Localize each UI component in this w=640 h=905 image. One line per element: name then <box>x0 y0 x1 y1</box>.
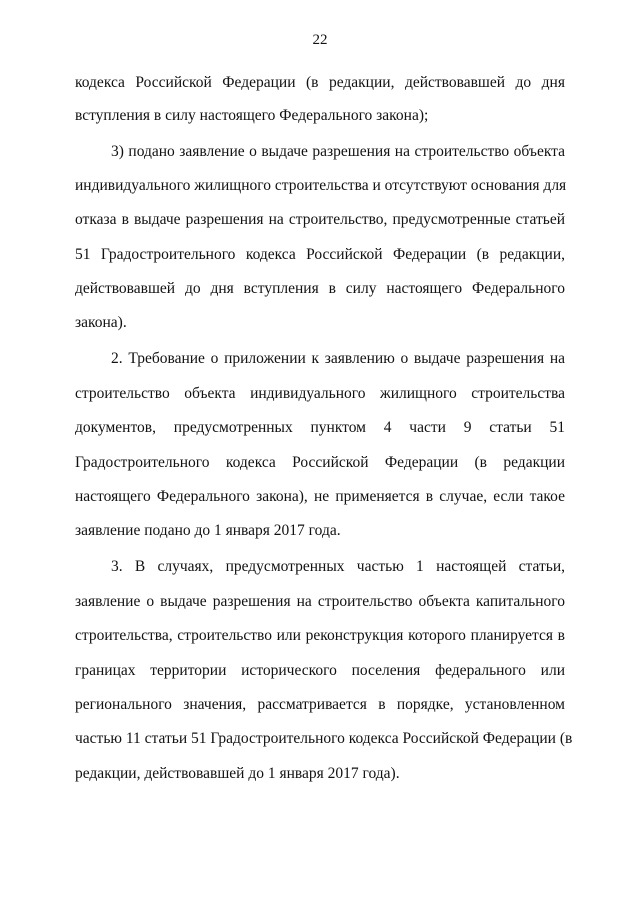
paragraph-line: строительство объекта индивидуального жилищного строительства <box>75 385 565 402</box>
paragraph-line: границах территории исторического поселения федерального или <box>75 662 565 679</box>
paragraph-line: 2. Требование о приложении к заявлению о выдаче разрешения на <box>111 350 565 367</box>
paragraph-line: 51 Градостроительного кодекса Российской Федерации (в редакции, <box>75 246 565 263</box>
paragraph-line: заявление о выдаче разрешения на строительство объекта капитального <box>75 593 565 610</box>
paragraph-line: документов, предусмотренных пунктом 4 части 9 статьи 51 <box>75 419 565 436</box>
paragraph-line: вступления в силу настоящего Федерального закона); <box>75 107 429 124</box>
paragraph-line: отказа в выдаче разрешения на строительство, предусмотренные статьей <box>75 211 565 228</box>
paragraph-line: частью 11 статьи 51 Градостроительного кодекса Российской Федерации (в <box>75 730 573 747</box>
paragraph-line: действовавшей до дня вступления в силу настоящего Федерального <box>75 280 565 297</box>
paragraph-line: редакции, действовавшей до 1 января 2017 года). <box>75 765 400 782</box>
paragraph-line: 3. В случаях, предусмотренных частью 1 настоящей статьи, <box>111 558 565 575</box>
paragraph-line: Градостроительного кодекса Российской Федерации (в редакции <box>75 454 565 471</box>
paragraph-line: 3) подано заявление о выдаче разрешения на строительство объекта <box>111 143 565 160</box>
paragraph-line: регионального значения, рассматривается в порядке, установленном <box>75 696 565 713</box>
paragraph-line: заявление подано до 1 января 2017 года. <box>75 522 341 539</box>
paragraph-line: кодекса Российской Федерации (в редакции, действовавшей до дня <box>75 74 565 91</box>
paragraph-line: настоящего Федерального закона), не применяется в случае, если такое <box>75 488 565 505</box>
paragraph-line: индивидуального жилищного строительства и отсутствуют основания для <box>75 177 567 194</box>
paragraph-line: закона). <box>75 314 127 331</box>
paragraph-line: строительства, строительство или реконструкция которого планируется в <box>75 627 565 644</box>
page-number: 22 <box>312 32 328 48</box>
